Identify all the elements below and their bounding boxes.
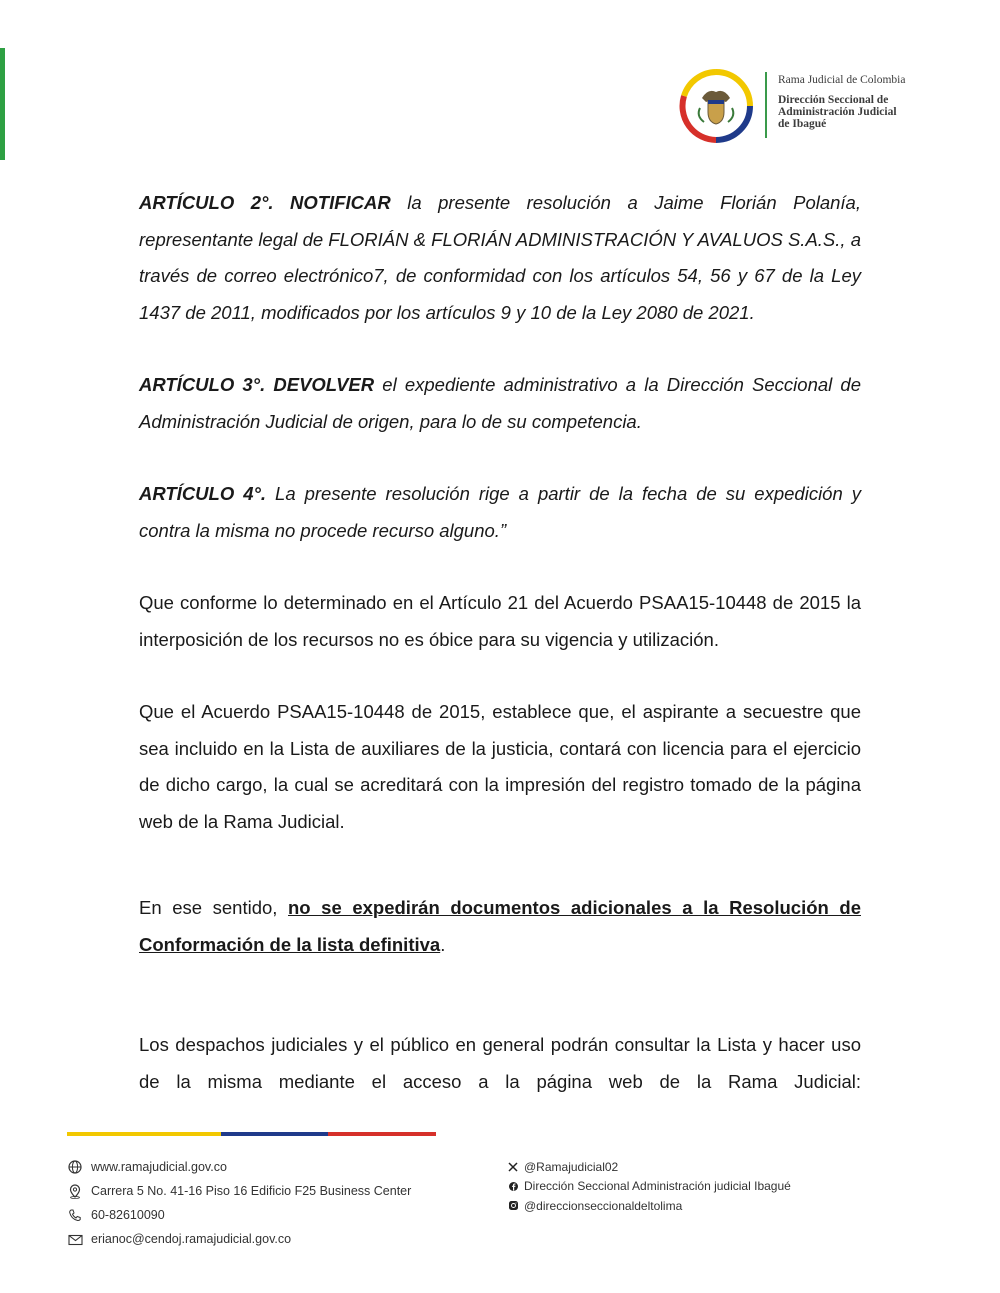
- sentido-suffix: .: [440, 933, 446, 955]
- document-body: [139, 185, 861, 1100]
- mail-icon: [67, 1231, 83, 1247]
- footer-address-text: Carrera 5 No. 41-16 Piso 16 Edificio F25 Business Center: [91, 1184, 412, 1198]
- paragraph-sentido: [139, 890, 861, 963]
- facebook-icon: [508, 1181, 518, 1191]
- organization-name: [778, 74, 905, 130]
- footer-rule-red: [328, 1132, 436, 1136]
- footer-web-text[interactable]: www.ramajudicial.gov.co: [91, 1160, 227, 1174]
- footer-facebook[interactable]: [508, 1177, 791, 1197]
- paragraph-recursos: Que conforme lo determinado en el Artículo 21 del Acuerdo PSAA15-10448 de 2015 la interposición de los recursos no es óbice para su vigencia y utilización.: [139, 592, 861, 650]
- article-4-heading: ARTÍCULO 4°.: [139, 483, 267, 504]
- side-accent-bar: [0, 48, 5, 160]
- footer-email[interactable]: [67, 1227, 411, 1251]
- x-icon: [508, 1162, 518, 1172]
- footer-phone-text[interactable]: 60-82610090: [91, 1208, 165, 1222]
- footer-social: [508, 1157, 791, 1216]
- footer-web[interactable]: [67, 1155, 411, 1179]
- article-3-heading: ARTÍCULO 3°. DEVOLVER: [139, 374, 375, 395]
- footer-instagram-text[interactable]: @direccionseccionaldeltolima: [524, 1198, 683, 1213]
- header-divider: [765, 72, 767, 138]
- paragraph-licencia: Que el Acuerdo PSAA15-10448 de 2015, establece que, el aspirante a secuestre que sea incluido en la Lista de auxiliares de la justicia, contará con licencia para el ejercicio de dicho cargo, la cual se acreditará con la impresión del registro tomado de la página web de la Rama Judicial.: [139, 701, 861, 832]
- org-line-2: Dirección Seccional de: [778, 94, 889, 106]
- page-header: [678, 66, 978, 146]
- footer-contact: [67, 1155, 411, 1251]
- instagram-icon: [508, 1201, 518, 1211]
- article-3-text: el expediente administrativo a la Dirección Seccional de Administración Judicial de origen, para lo de su competencia.: [139, 374, 861, 432]
- globe-icon: [67, 1159, 83, 1175]
- sentido-prefix: En ese sentido,: [139, 897, 288, 918]
- footer-email-text[interactable]: erianoc@cendoj.ramajudicial.gov.co: [91, 1232, 292, 1246]
- footer-phone[interactable]: [67, 1203, 411, 1227]
- footer-address: [67, 1179, 411, 1203]
- footer-x-text[interactable]: @Ramajudicial02: [524, 1159, 619, 1174]
- article-2: [139, 185, 861, 331]
- footer-instagram[interactable]: [508, 1196, 791, 1216]
- article-4: [139, 476, 861, 549]
- org-line-1: Rama Judicial de Colombia: [778, 74, 906, 86]
- sentido-emphasis: no se expedirán documentos adicionales a la Resolución de Conformación de la lista definitiva: [139, 897, 861, 955]
- article-2-text: la presente resolución a Jaime Florián Polanía, representante legal de FLORIÁN & FLORIÁN ADMINISTRACIÓN Y AVALUOS S.A.S., a través de correo electrónico7, de conformidad con los artículos 54, 56 y 67 de la Ley 1437 de 2011, modificados por los artículos 9 y 10 de la Ley 2080 de 2021.: [139, 192, 861, 323]
- footer-x[interactable]: [508, 1157, 791, 1177]
- footer-facebook-text[interactable]: Dirección Seccional Administración judicial Ibagué: [524, 1179, 791, 1194]
- article-4-text: La presente resolución rige a partir de la fecha de su expedición y contra la misma no procede recurso alguno.”: [139, 483, 861, 541]
- phone-icon: [67, 1207, 83, 1223]
- footer-rule-blue: [221, 1132, 328, 1136]
- article-2-heading: ARTÍCULO 2°. NOTIFICAR: [139, 192, 391, 213]
- footer-rule-yellow: [67, 1132, 221, 1136]
- org-line-3: Administración Judicial: [778, 106, 897, 118]
- article-3: [139, 367, 861, 440]
- paragraph-consulta: Los despachos judiciales y el público en general podrán consultar la Lista y hacer uso de la misma mediante el acceso a la página web de la Rama Judicial:: [139, 1034, 861, 1092]
- org-line-4: de Ibagué: [778, 118, 827, 130]
- coat-of-arms-logo: [678, 68, 754, 144]
- location-icon: [67, 1183, 83, 1199]
